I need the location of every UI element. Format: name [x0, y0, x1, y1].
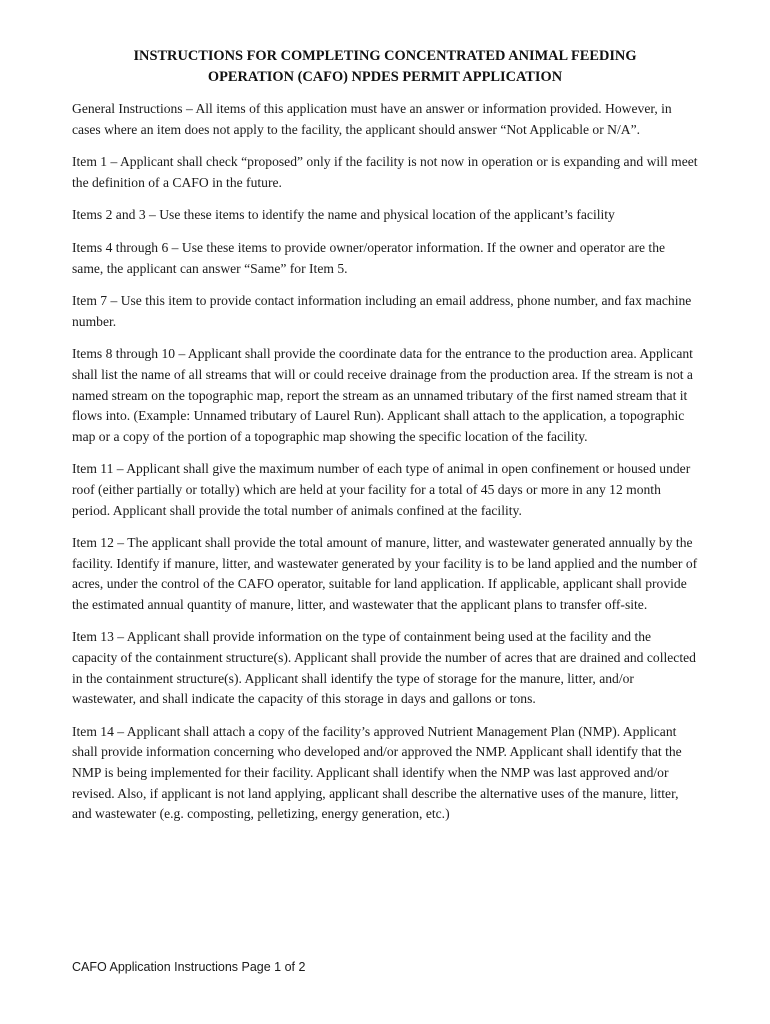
title-line-1: INSTRUCTIONS FOR COMPLETING CONCENTRATED ANIMAL FEEDING	[133, 48, 637, 64]
paragraph-item-12: Item 12 – The applicant shall provide the total amount of manure, litter, and wastewater generated annually by the facility. Identify if manure, litter, and wastewater generated by your facility is to be land applied and the number of acres, under the control of the CAFO operator, suitable for land application. If applicable, applicant shall provide the estimated annual quantity of manure, litter, and wastewater that the applicant plans to transfer off-site.	[72, 535, 698, 612]
paragraph-item-7: Item 7 – Use this item to provide contact information including an email address, phone number, and fax machine number.	[72, 293, 692, 329]
paragraph-item-13: Item 13 – Applicant shall provide information on the type of containment being used at the facility and the capacity of the containment structure(s). Applicant shall provide the number of acres that are drained and collected in the containment structure(s). Applicant shall identify the type of storage for the manure, litter, and/or wastewater, and shall indicate the capacity of this storage in days and gallons or tons.	[72, 629, 696, 707]
document-body	[72, 99, 698, 837]
paragraph-items-8-10: Items 8 through 10 – Applicant shall provide the coordinate data for the entrance to the production area. Applicant shall list the name of all streams that will or could receive drainage from the production area. If the stream is not a named stream on the topographic map, report the stream as an unnamed tributary of the first named stream that it flows into. (Example: Unnamed tributary of Laurel Run). Applicant shall attach to the application, a topographic map or a copy of the portion of a topographic map showing the specific location of the facility.	[72, 346, 693, 444]
paragraph-item-11: Item 11 – Applicant shall give the maximum number of each type of animal in open confinement or housed under roof (either partially or totally) which are held at your facility for a total of 45 days or more in any 12 month period. Applicant shall provide the total number of animals confined at the facility.	[72, 461, 691, 518]
paragraph-item-14: Item 14 – Applicant shall attach a copy of the facility’s approved Nutrient Management Plan (NMP). Applicant shall provide information concerning who developed and/or approved the NMP. Applicant shall identify that the NMP is being implemented for their facility. Applicant shall identify when the NMP was last approved and/or revised. Also, if applicant is not land applying, applicant shall describe the alternative uses of the manure, litter, and wastewater (e.g. composting, pelletizing, energy generation, etc.)	[72, 723, 682, 822]
paragraph-item-1: Item 1 – Applicant shall check “proposed” only if the facility is not now in operation or is expanding and will meet the definition of a CAFO in the future.	[72, 154, 698, 190]
paragraph-general-instructions: General Instructions – All items of this application must have an answer or information provided. However, in cases where an item does not apply to the facility, the applicant should answer “Not Applicable or N/A”.	[72, 101, 672, 137]
title-line-2: OPERATION (CAFO) NPDES PERMIT APPLICATION	[207, 69, 563, 85]
page-footer: CAFO Application Instructions Page 1 of 2	[72, 960, 306, 974]
paragraph-items-2-3: Items 2 and 3 – Use these items to identify the name and physical location of the applicant’s facility	[72, 207, 615, 223]
document-title	[72, 46, 698, 88]
paragraph-items-4-6: Items 4 through 6 – Use these items to provide owner/operator information. If the owner and operator are the same, the applicant can answer “Same” for Item 5.	[72, 239, 666, 276]
